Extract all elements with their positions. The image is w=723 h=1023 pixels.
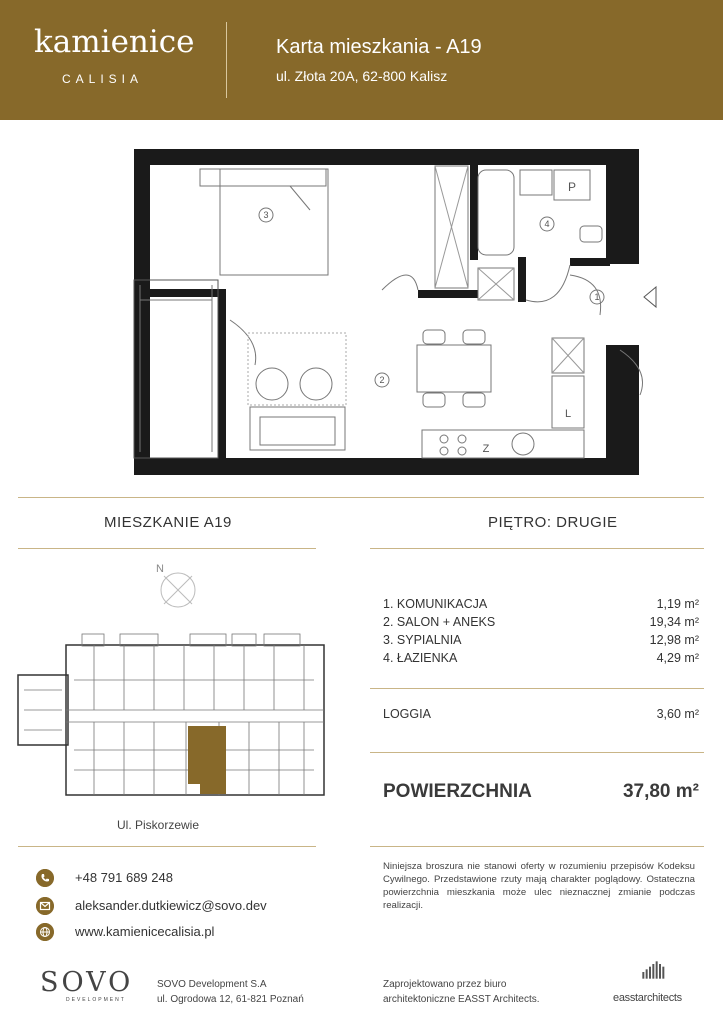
phone-number[interactable]: +48 791 689 248 [75, 870, 173, 885]
sovo-logo-sub: DEVELOPMENT [66, 997, 126, 1003]
room-name: 4. ŁAZIENKA [383, 651, 458, 665]
room-number-1: 1 [594, 292, 600, 302]
loggia-row [383, 707, 699, 725]
room-area: 19,34 m² [649, 615, 699, 629]
compass-icon [150, 560, 200, 614]
street-label: Ul. Piskorzewie [117, 818, 200, 832]
loggia-rule [370, 752, 704, 753]
globe-icon [36, 923, 54, 941]
architect-info [383, 977, 540, 1007]
floor-label: PIĘTRO: DRUGIE [488, 514, 618, 531]
room-row [383, 651, 699, 669]
company-name: SOVO Development S.A [157, 979, 267, 990]
email-address[interactable]: aleksander.dutkiewicz@sovo.dev [75, 898, 267, 913]
header-banner [0, 0, 723, 120]
room-number-3: 3 [263, 210, 269, 220]
easst-logo-icon [614, 960, 704, 990]
architect-line-2: architektoniczne EASST Architects. [383, 994, 540, 1005]
room-name: 2. SALON + ANEKS [383, 615, 496, 629]
company-address: ul. Ogrodowa 12, 61-821 Poznań [157, 994, 304, 1005]
fixture-label-z: Z [482, 443, 490, 455]
compass-north-label: N [156, 563, 164, 575]
floor-plan [120, 140, 660, 485]
calisia-logo-sub: CALISIA [62, 72, 144, 86]
disclaimer-text: Niniejsza broszura nie stanowi oferty w rozumieniu przepisów Kodeksu Cywilnego. Przedstawione rzuty mają charakter poglądowy. Ostateczna powierzchnia mieszkania może ulec nieznacznej zmianie podczas realizacji. [383, 861, 695, 911]
company-info [157, 977, 304, 1007]
room-area: 12,98 m² [649, 633, 699, 647]
fixture-label-l: L [564, 408, 572, 420]
sovo-logo: SOVO [40, 967, 134, 998]
room-area: 1,19 m² [656, 597, 699, 611]
loggia-name: LOGGIA [383, 707, 431, 721]
header-divider [226, 22, 227, 98]
room-row [383, 615, 699, 633]
fixture-label-p: P [567, 180, 577, 194]
highlighted-apartment [188, 726, 226, 784]
section-rule-right [370, 548, 704, 549]
room-list-rule [370, 688, 704, 689]
room-row [383, 633, 699, 651]
room-list [383, 597, 699, 669]
room-name: 1. KOMUNIKACJA [383, 597, 488, 611]
architect-line-1: Zaprojektowano przez biuro [383, 979, 507, 990]
total-area-label: POWIERZCHNIA [383, 781, 532, 802]
easst-logo-text: easstarchitects [613, 992, 682, 1004]
apartment-label: MIESZKANIE A19 [104, 514, 232, 531]
footer-rule-right [370, 846, 704, 847]
email-icon [36, 897, 54, 915]
footer-rule-left [18, 846, 316, 847]
loggia-area: 3,60 m² [656, 707, 699, 721]
section-rule-left [18, 548, 316, 549]
total-area-row [383, 781, 699, 807]
building-address: ul. Złota 20A, 62-800 Kalisz [276, 68, 448, 84]
room-name: 3. SYPIALNIA [383, 633, 462, 647]
section-rule-top [18, 497, 704, 498]
room-number-4: 4 [544, 219, 550, 229]
room-row [383, 597, 699, 615]
website-link[interactable]: www.kamienicecalisia.pl [75, 924, 215, 939]
room-area: 4,29 m² [656, 651, 699, 665]
phone-icon [36, 869, 54, 887]
site-plan [14, 630, 334, 800]
room-number-2: 2 [379, 375, 385, 385]
total-area-value: 37,80 m² [622, 781, 699, 802]
page-title: Karta mieszkania - A19 [276, 36, 482, 58]
kamienice-logo: kamienice [34, 24, 195, 60]
